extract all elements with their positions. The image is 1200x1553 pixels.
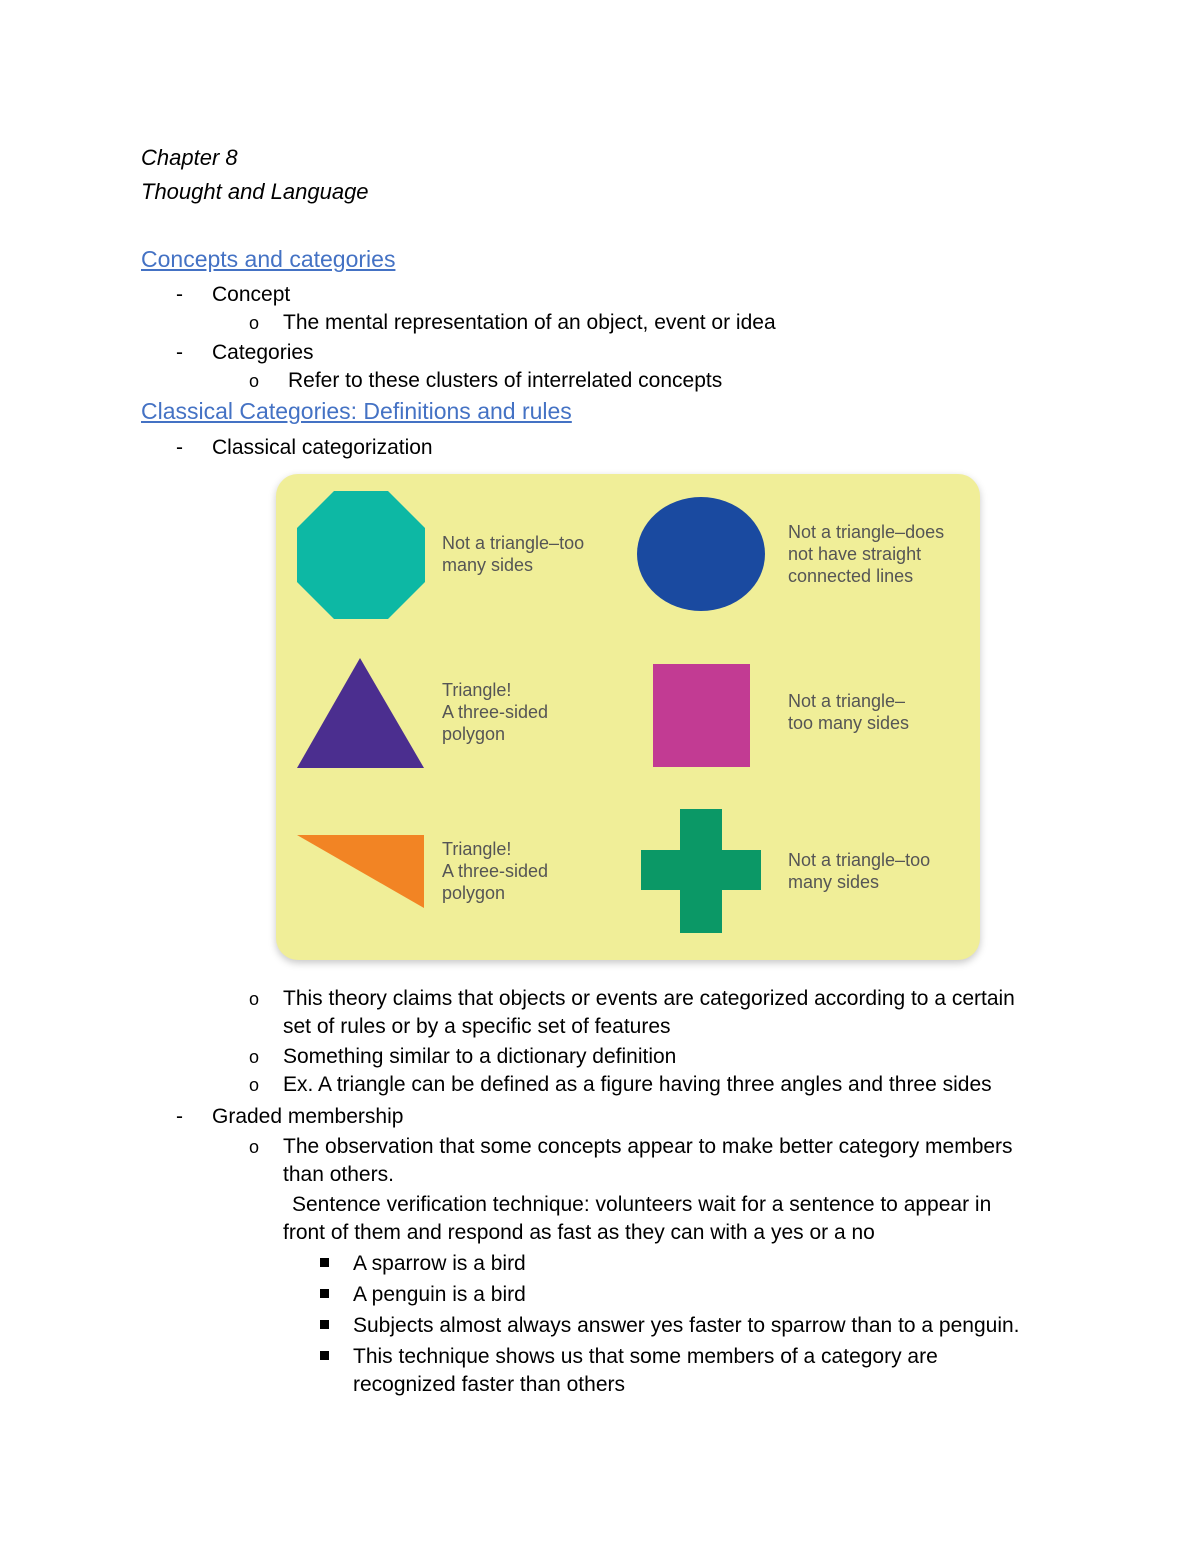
- circle-bullet: o: [249, 1075, 260, 1095]
- section-heading-classical: Classical Categories: Definitions and rules: [141, 398, 572, 424]
- sub-item-penguin: A penguin is a bird: [353, 1283, 526, 1306]
- chapter-subtitle: Thought and Language: [141, 179, 369, 204]
- triangle-icon: [296, 657, 426, 769]
- bullet-theory-line2: set of rules or by a specific set of features: [283, 1015, 671, 1038]
- right-triangle-icon: [296, 834, 426, 910]
- circle-bullet: o: [249, 313, 260, 333]
- dash-bullet: -: [176, 283, 183, 306]
- circle-bullet: o: [249, 1047, 260, 1067]
- cross-label: Not a triangle–too many sides: [788, 850, 931, 892]
- circle-bullet: o: [249, 989, 260, 1009]
- square-bullet: [320, 1351, 329, 1360]
- octagon-label: Not a triangle–too many sides: [442, 533, 585, 575]
- sub-item-technique-line2: recognized faster than others: [353, 1373, 625, 1396]
- list-item-categories: Categories: [212, 341, 314, 364]
- bullet-triangle-example: Ex. A triangle can be defined as a figure having three angles and three sides: [283, 1073, 992, 1096]
- graded-line2: than others.: [283, 1163, 394, 1186]
- cross-icon: [640, 808, 762, 934]
- square-bullet: [320, 1258, 329, 1267]
- sub-item-subjects: Subjects almost always answer yes faster to sparrow than to a penguin.: [353, 1314, 1020, 1337]
- list-item-concept-detail: The mental representation of an object, event or idea: [283, 311, 776, 334]
- graded-line1: The observation that some concepts appear to make better category members: [283, 1135, 1013, 1158]
- right-triangle-label: Triangle! A three-sided polygon: [442, 839, 549, 903]
- list-item-categories-detail: Refer to these clusters of interrelated concepts: [288, 369, 723, 392]
- square-bullet: [320, 1320, 329, 1329]
- triangle-label: Triangle! A three-sided polygon: [442, 680, 549, 744]
- sub-item-technique-line1: This technique shows us that some members of a category are: [353, 1345, 938, 1368]
- sub-item-sparrow: A sparrow is a bird: [353, 1252, 526, 1275]
- bullet-theory-line1: This theory claims that objects or events are categorized according to a certain: [283, 987, 1015, 1010]
- section-heading-concepts: Concepts and categories: [141, 246, 396, 272]
- ellipse-label: Not a triangle–does not have straight connected lines: [788, 522, 945, 586]
- square-label: Not a triangle– too many sides: [788, 691, 910, 733]
- graded-line4: front of them and respond as fast as they can with a yes or a no: [283, 1221, 875, 1244]
- list-item-concept: Concept: [212, 283, 291, 306]
- ellipse-icon: [636, 496, 766, 612]
- dash-bullet: -: [176, 436, 183, 459]
- dash-bullet: -: [176, 1105, 183, 1128]
- chapter-title: Chapter 8: [141, 145, 238, 170]
- square-bullet: [320, 1289, 329, 1298]
- list-item-classical-categorization: Classical categorization: [212, 436, 433, 459]
- circle-bullet: o: [249, 1137, 260, 1157]
- bullet-dictionary: Something similar to a dictionary definition: [283, 1045, 677, 1068]
- square-icon: [652, 663, 752, 769]
- circle-bullet: o: [249, 371, 260, 391]
- dash-bullet: -: [176, 341, 183, 364]
- graded-line3: Sentence verification technique: volunteers wait for a sentence to appear in: [292, 1193, 992, 1216]
- list-item-graded-membership: Graded membership: [212, 1105, 404, 1128]
- shapes-figure: [276, 474, 980, 960]
- octagon-icon: [296, 490, 426, 620]
